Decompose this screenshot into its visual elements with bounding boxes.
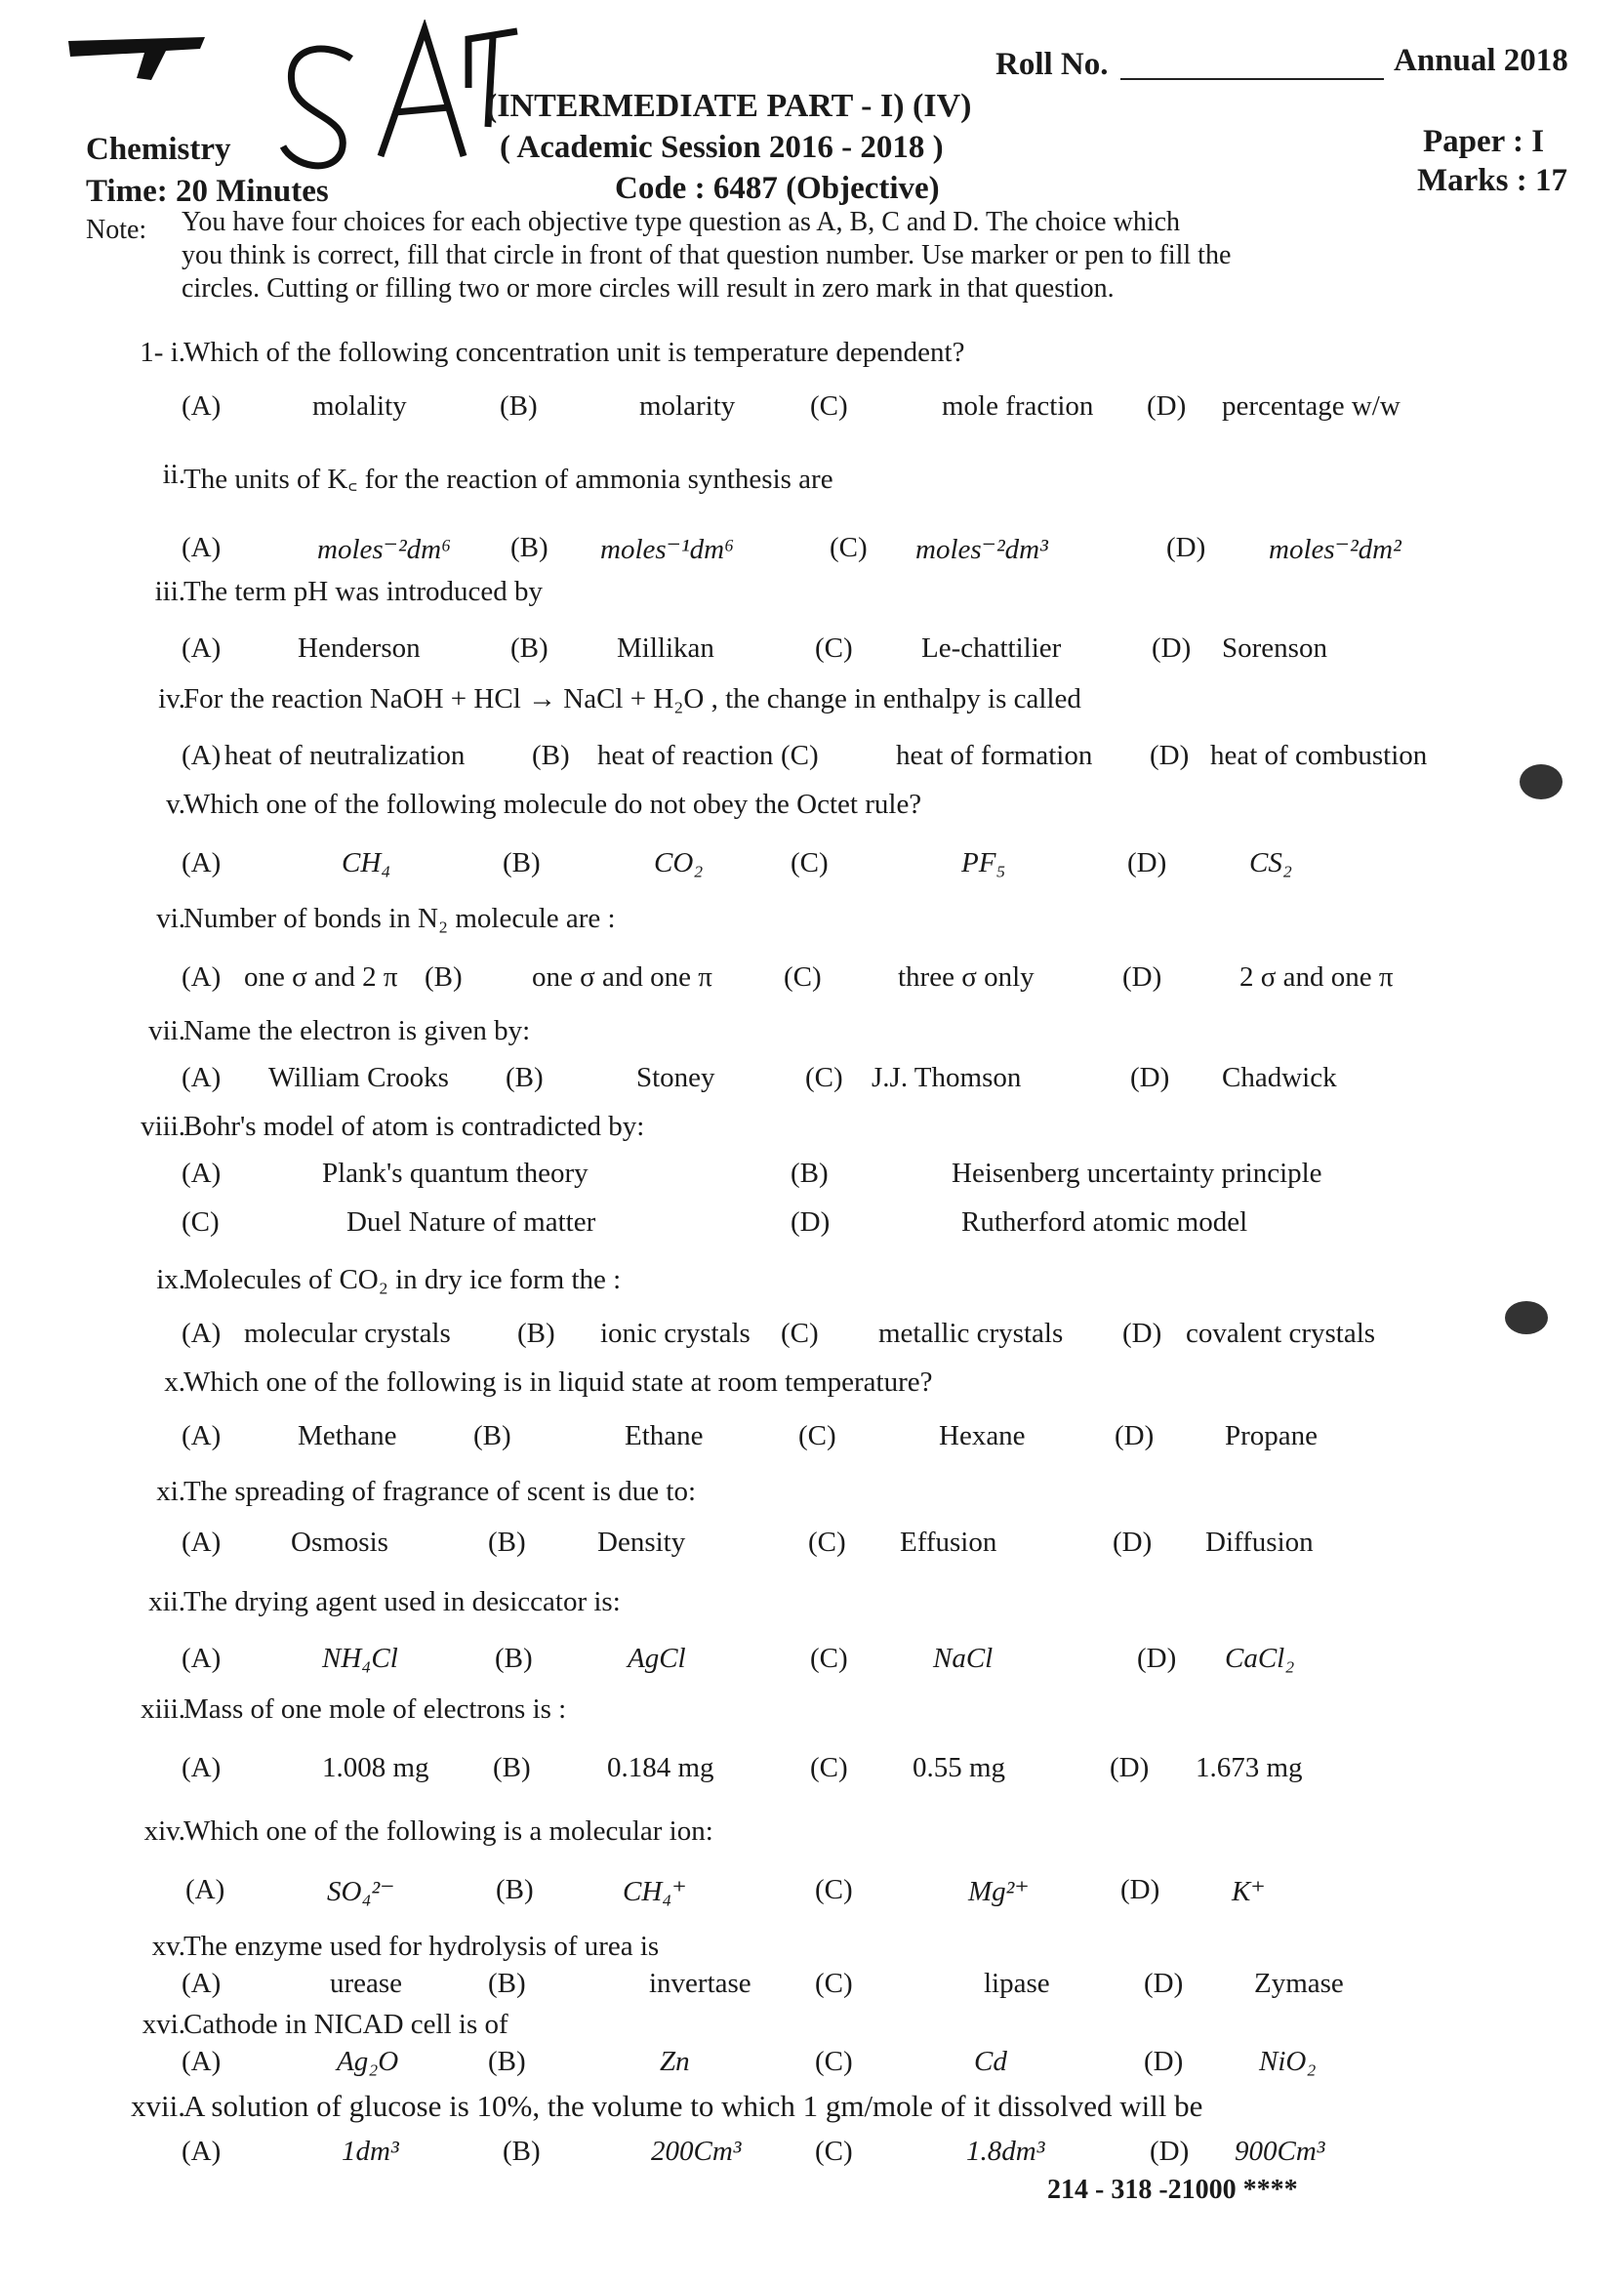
option-letter-c[interactable]: (C) <box>808 1527 846 1558</box>
option-text: K⁺ <box>1232 1876 1266 1907</box>
option-letter-b[interactable]: (B) <box>473 1420 511 1451</box>
question-text: For the reaction NaOH + HCl → NaCl + H₂O , the change in enthalpy is called <box>183 683 1081 714</box>
option-text: heat of neutralization <box>224 740 466 771</box>
question-number: ix. <box>156 1264 185 1295</box>
option-letter-a[interactable]: (A) <box>182 532 222 563</box>
option-letter-a[interactable]: (A) <box>182 961 222 993</box>
option-text: heat of combustion <box>1210 740 1428 771</box>
question-number: vii. <box>148 1015 185 1046</box>
option-text: Mg²⁺ <box>968 1876 1030 1907</box>
option-letter-c[interactable]: (C) <box>805 1062 843 1093</box>
option-text: PF₅ <box>961 847 1006 878</box>
option-letter-c[interactable]: (C) <box>798 1420 836 1451</box>
option-text: 0.55 mg <box>913 1752 1006 1783</box>
option-text: CH₄⁺ <box>623 1876 687 1907</box>
option-text: Hexane <box>939 1420 1026 1451</box>
option-text: Cd <box>974 2046 1007 2077</box>
option-text: Duel Nature of matter <box>346 1206 596 1238</box>
option-text: one σ and 2 π <box>244 961 398 993</box>
option-text: one σ and one π <box>532 961 712 993</box>
option-letter-b[interactable]: (B) <box>493 1752 531 1783</box>
question-text: Cathode in NICAD cell is of <box>183 2009 508 2040</box>
roll-no-underline <box>1120 78 1384 80</box>
option-letter-d[interactable]: (D) <box>1127 847 1167 878</box>
option-letter-c[interactable]: (C) <box>182 1206 220 1238</box>
academic-session: ( Academic Session 2016 - 2018 ) <box>500 130 944 165</box>
ink-smudge <box>1518 761 1564 807</box>
option-letter-d[interactable]: (D) <box>1147 390 1187 422</box>
option-text: molecular crystals <box>244 1318 451 1349</box>
option-text: 0.184 mg <box>607 1752 714 1783</box>
question-text: The drying agent used in desiccator is: <box>183 1586 621 1617</box>
option-text: NH₄Cl <box>322 1643 398 1674</box>
subject-name: Chemistry <box>86 132 231 167</box>
question-text: Number of bonds in N₂ molecule are : <box>183 903 616 934</box>
option-letter-d[interactable]: (D) <box>1122 961 1162 993</box>
option-letter-c[interactable]: (C) <box>810 390 848 422</box>
option-text: Millikan <box>617 632 714 664</box>
option-text: CS₂ <box>1249 847 1292 878</box>
option-text: 1.008 mg <box>322 1752 429 1783</box>
option-letter-c[interactable]: (C) <box>810 1752 848 1783</box>
option-letter-d[interactable]: (D) <box>1166 532 1206 563</box>
exam-part: (INTERMEDIATE PART - I) (IV) <box>486 88 972 124</box>
option-text: Heisenberg uncertainty principle <box>952 1158 1322 1189</box>
option-letter-a[interactable]: (A) <box>182 1643 222 1674</box>
option-letter-a[interactable]: (A) <box>182 1527 222 1558</box>
option-text: William Crooks <box>268 1062 449 1093</box>
option-letter-c[interactable]: (C) <box>815 2046 853 2077</box>
option-text: Ethane <box>625 1420 704 1451</box>
option-letter-d[interactable]: (D) <box>1122 1318 1162 1349</box>
option-text: lipase <box>984 1968 1050 1999</box>
option-letter-a[interactable]: (A) <box>182 1062 222 1093</box>
paper-number: Paper : I <box>1423 124 1545 159</box>
option-text: Chadwick <box>1222 1062 1337 1093</box>
option-letter-a[interactable]: (A) <box>182 390 222 422</box>
option-text: 1.673 mg <box>1196 1752 1303 1783</box>
option-letter-b[interactable]: (B) <box>532 740 570 771</box>
option-text: AgCl <box>628 1643 686 1674</box>
question-text: Mass of one mole of electrons is : <box>183 1693 567 1725</box>
option-text: Plank's quantum theory <box>322 1158 589 1189</box>
option-text: 900Cm³ <box>1235 2136 1325 2167</box>
question-text: Which one of the following is in liquid state at room temperature? <box>183 1366 933 1398</box>
option-letter-b[interactable]: (B) <box>506 1062 544 1093</box>
option-text: invertase <box>649 1968 751 1999</box>
option-text: Zymase <box>1254 1968 1344 1999</box>
option-letter-b[interactable]: (B) <box>488 1527 526 1558</box>
option-letter-b[interactable]: (B) <box>503 2136 541 2167</box>
option-text: Stoney <box>636 1062 715 1093</box>
option-text: moles⁻²dm² <box>1269 534 1401 565</box>
option-letter-c[interactable]: (C) <box>810 1643 848 1674</box>
option-letter-d[interactable]: (D) <box>1137 1643 1177 1674</box>
option-text: Henderson <box>298 632 421 664</box>
question-text: The spreading of fragrance of scent is due to: <box>183 1476 697 1507</box>
option-letter-d[interactable]: (D) <box>1144 1968 1184 1999</box>
option-letter-c[interactable]: (C) <box>781 1318 819 1349</box>
question-number: ii. <box>162 459 185 490</box>
option-letter-a[interactable]: (A) <box>182 740 222 771</box>
option-text: J.J. Thomson <box>872 1062 1022 1093</box>
question-text: Which one of the following is a molecular ion: <box>183 1815 713 1847</box>
option-letter-c[interactable]: (C) <box>815 2136 853 2167</box>
question-number: viii. <box>141 1111 185 1142</box>
option-letter-b[interactable]: (B) <box>495 1643 533 1674</box>
option-text: Ag₂O <box>337 2046 399 2077</box>
question-number: xiii. <box>141 1693 185 1725</box>
option-letter-c[interactable]: (C) <box>781 740 819 771</box>
option-text: NiO₂ <box>1259 2046 1317 2077</box>
option-text: Le-chattilier <box>921 632 1062 664</box>
option-text: Density <box>597 1527 686 1558</box>
exam-annual: Annual 2018 <box>1394 43 1568 78</box>
question-number: xi. <box>156 1476 185 1507</box>
option-text: CaCl₂ <box>1225 1643 1295 1674</box>
option-letter-c[interactable]: (C) <box>815 632 853 664</box>
option-text: 200Cm³ <box>651 2136 742 2167</box>
question-number: iii. <box>154 576 185 607</box>
question-number: 1- i. <box>140 337 185 368</box>
option-letter-b[interactable]: (B) <box>488 1968 526 1999</box>
option-text: heat of reaction <box>597 740 774 771</box>
option-text: heat of formation <box>896 740 1093 771</box>
option-letter-c[interactable]: (C) <box>815 1968 853 1999</box>
option-letter-b[interactable]: (B) <box>791 1158 829 1189</box>
option-text: ionic crystals <box>600 1318 751 1349</box>
option-text: 1.8dm³ <box>966 2136 1045 2167</box>
option-letter-d[interactable]: (D) <box>1130 1062 1170 1093</box>
option-letter-b[interactable]: (B) <box>517 1318 555 1349</box>
note-line-2: you think is correct, fill that circle in front of that question number. Use marker or pen to fill the <box>182 240 1232 270</box>
question-number: xv. <box>151 1931 185 1962</box>
option-letter-a[interactable]: (A) <box>182 2046 222 2077</box>
option-letter-d[interactable]: (D) <box>1110 1752 1150 1783</box>
option-letter-d[interactable]: (D) <box>1144 2046 1184 2077</box>
roll-no-label: Roll No. <box>995 47 1109 82</box>
option-letter-c[interactable]: (C) <box>791 847 829 878</box>
note-label: Note: <box>86 215 147 245</box>
option-text: Effusion <box>900 1527 997 1558</box>
option-text: Propane <box>1225 1420 1319 1451</box>
total-marks: Marks : 17 <box>1417 163 1567 198</box>
option-text: covalent crystals <box>1186 1318 1376 1349</box>
option-text: moles⁻¹dm⁶ <box>600 534 735 565</box>
option-letter-b[interactable]: (B) <box>503 847 541 878</box>
option-letter-d[interactable]: (D) <box>1115 1420 1155 1451</box>
option-letter-a[interactable]: (A) <box>182 847 222 878</box>
option-text: three σ only <box>898 961 1035 993</box>
note-line-3: circles. Cutting or filling two or more circles will result in zero mark in that question. <box>182 273 1115 304</box>
option-text: Zn <box>660 2046 690 2077</box>
question-text: Which one of the following molecule do not obey the Octet rule? <box>183 789 922 820</box>
option-text: 2 σ and one π <box>1239 961 1394 993</box>
option-text: moles⁻²dm³ <box>915 534 1048 565</box>
ink-smudge <box>1503 1298 1550 1342</box>
option-text: CH₄ <box>342 847 391 878</box>
paper-code: Code : 6487 (Objective) <box>615 171 940 206</box>
option-text: molality <box>312 390 407 422</box>
question-text: The units of K꜀ for the reaction of ammonia synthesis are <box>183 464 833 495</box>
option-letter-a[interactable]: (A) <box>182 2136 222 2167</box>
option-letter-a[interactable]: (A) <box>182 1158 222 1189</box>
option-text: NaCl <box>933 1643 994 1674</box>
question-text: Which of the following concentration unit is temperature dependent? <box>183 337 965 368</box>
option-text: mole fraction <box>942 390 1094 422</box>
option-letter-a[interactable]: (A) <box>182 1318 222 1349</box>
question-number: xiv. <box>143 1815 185 1847</box>
question-text: A solution of glucose is 10%, the volume to which 1 gm/mole of it dissolved will be <box>183 2089 1203 2123</box>
question-number: iv. <box>158 683 185 714</box>
question-text: Bohr's model of atom is contradicted by: <box>183 1111 645 1142</box>
option-text: Diffusion <box>1205 1527 1314 1558</box>
option-letter-a[interactable]: (A) <box>182 632 222 664</box>
option-letter-b[interactable]: (B) <box>488 2046 526 2077</box>
option-text: Sorenson <box>1222 632 1327 664</box>
option-letter-b[interactable]: (B) <box>425 961 463 993</box>
question-text: Name the electron is given by: <box>183 1015 531 1046</box>
note-line-1: You have four choices for each objective type question as A, B, C and D. The choice which <box>182 207 1181 237</box>
option-letter-d[interactable]: (D) <box>791 1206 831 1238</box>
option-letter-c[interactable]: (C) <box>815 1874 853 1905</box>
paper-serial-code: 214 - 318 -21000 **** <box>1047 2175 1298 2205</box>
option-letter-a[interactable]: (A) <box>182 1968 222 1999</box>
option-letter-b[interactable]: (B) <box>510 632 548 664</box>
option-text: 1dm³ <box>342 2136 399 2167</box>
question-number: xvi. <box>142 2009 185 2040</box>
option-letter-a[interactable]: (A) <box>182 1752 222 1783</box>
option-text: percentage w/w <box>1222 390 1401 422</box>
question-number: v. <box>166 789 185 820</box>
question-number: xii. <box>148 1586 185 1617</box>
option-text: metallic crystals <box>878 1318 1064 1349</box>
option-text: molarity <box>639 390 736 422</box>
question-number: xvii. <box>131 2089 185 2123</box>
option-text: CO₂ <box>654 847 704 878</box>
question-text: The term pH was introduced by <box>183 576 544 607</box>
option-letter-a[interactable]: (A) <box>182 1420 222 1451</box>
option-letter-c[interactable]: (C) <box>830 532 868 563</box>
option-text: urease <box>330 1968 403 1999</box>
option-text: Osmosis <box>291 1527 388 1558</box>
option-letter-c[interactable]: (C) <box>784 961 822 993</box>
option-letter-d[interactable]: (D) <box>1120 1874 1160 1905</box>
option-letter-d[interactable]: (D) <box>1152 632 1192 664</box>
option-letter-d[interactable]: (D) <box>1150 740 1190 771</box>
option-letter-b[interactable]: (B) <box>496 1874 534 1905</box>
option-letter-d[interactable]: (D) <box>1113 1527 1153 1558</box>
question-number: x. <box>164 1366 185 1398</box>
question-text: The enzyme used for hydrolysis of urea is <box>183 1931 660 1962</box>
question-number: vi. <box>156 903 185 934</box>
option-letter-b[interactable]: (B) <box>510 532 548 563</box>
question-text: Molecules of CO₂ in dry ice form the : <box>183 1264 622 1295</box>
option-text: Rutherford atomic model <box>961 1206 1248 1238</box>
time-allowed: Time: 20 Minutes <box>86 174 329 209</box>
option-letter-a[interactable]: (A) <box>185 1874 225 1905</box>
option-text: SO₄²⁻ <box>327 1876 395 1907</box>
option-letter-b[interactable]: (B) <box>500 390 538 422</box>
option-letter-d[interactable]: (D) <box>1150 2136 1190 2167</box>
option-text: Methane <box>298 1420 397 1451</box>
option-text: moles⁻²dm⁶ <box>317 534 452 565</box>
